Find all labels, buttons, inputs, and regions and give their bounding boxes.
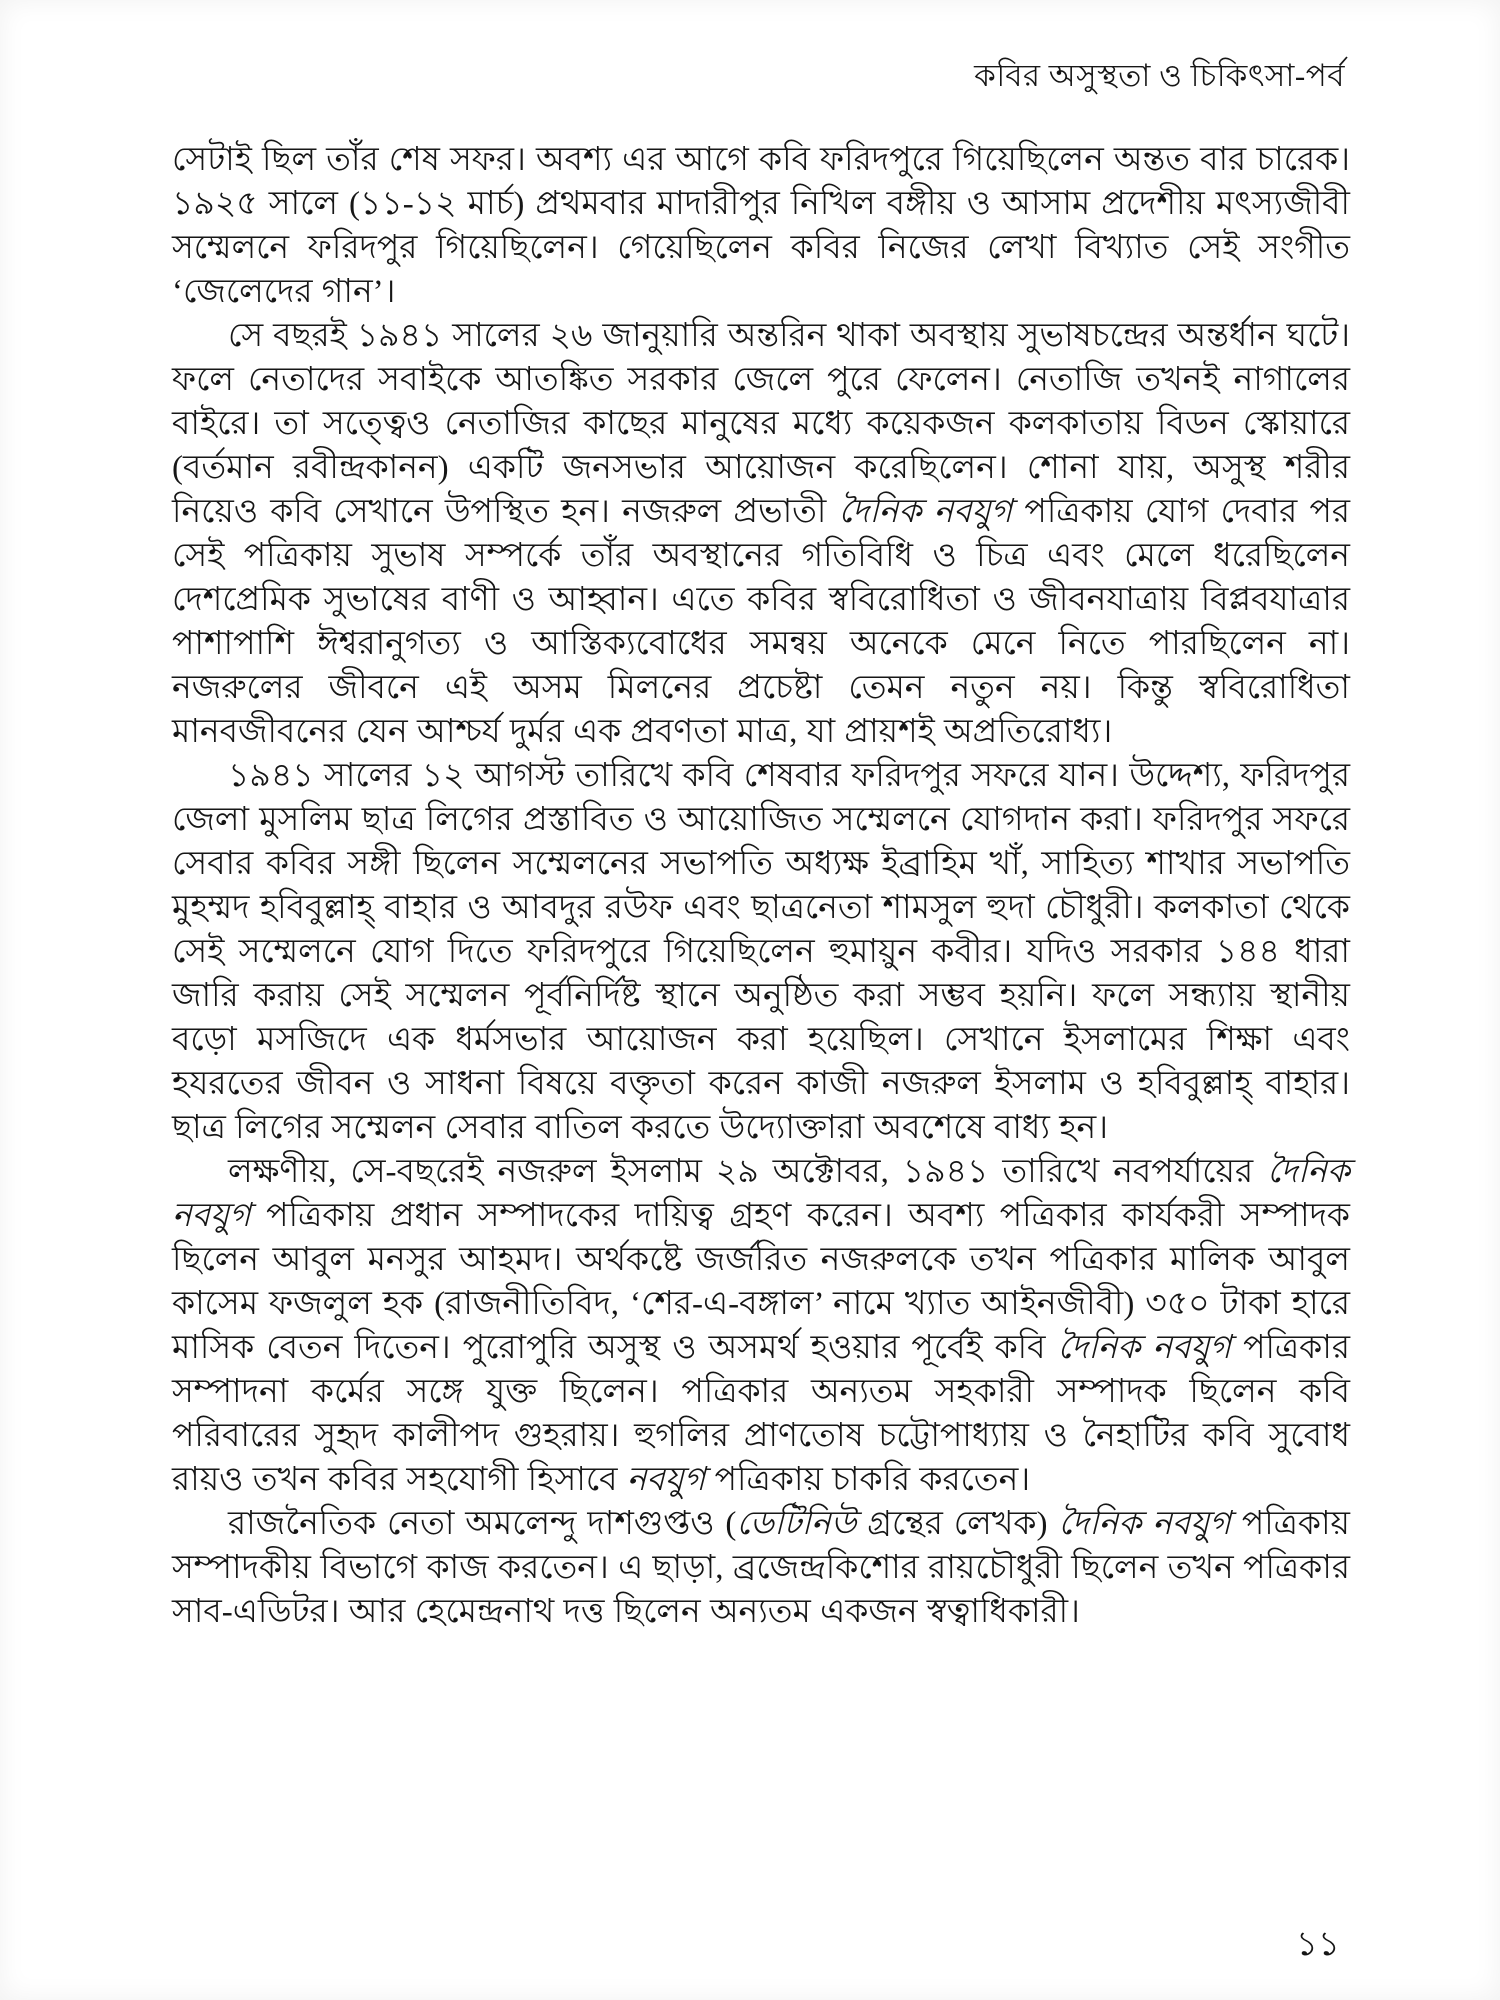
paragraph (172, 1502, 1350, 1634)
text-run: পত্রিকায় যোগ দেবার পর সেই পত্রিকায় সুভাষ সম্পর্কে তাঁর অবস্থানের গতিবিধি ও চিত্র এবং মেলে ধরেছিলেন দেশপ্রেমিক সুভাষের বাণী ও আহ্বান। এতে কবির স্ববিরোধিতা ও জীবনযাত্রায় বিপ্লবযাত্রার পাশাপাশি ঈশ্বরানুগত্য ও আস্তিক্যবোধের সমন্বয় অনেকে মেনে নিতে পারছিলেন না। নজরুলের জীবনে এই অসম মিলনের প্রচেষ্টা তেমন নতুন নয়। কিন্তু স্ববিরোধিতা মানবজীবনের যেন আশ্চর্য দুর্মর এক প্রবণতা মাত্র, যা প্রায়শই অপ্রতিরোধ্য। (172, 494, 1350, 750)
running-header: কবির অসুস্থতা ও চিকিৎসা-পর্ব (974, 58, 1345, 93)
text-run: ১৯৪১ সালের ১২ আগস্ট তারিখে কবি শেষবার ফরিদপুর সফরে যান। উদ্দেশ্য, ফরিদপুর জেলা মুসলিম ছাত্র লিগের প্রস্তাবিত ও আয়োজিত সম্মেলনে যোগদান করা। ফরিদপুর সফরে সেবার কবির সঙ্গী ছিলেন সম্মেলনের সভাপতি অধ্যক্ষ ইব্রাহিম খাঁ, সাহিত্য শাখার সভাপতি মুহম্মদ হবিবুল্লাহ্ বাহার ও আবদুর রউফ এবং ছাত্রনেতা শামসুল হুদা চৌধুরী। কলকাতা থেকে সেই সম্মেলনে যোগ দিতে ফরিদপুরে গিয়েছিলেন হুমায়ুন কবীর। যদিও সরকার ১৪৪ ধারা জারি করায় সেই সম্মেলন পূর্বনির্দিষ্ট স্থানে অনুষ্ঠিত করা সম্ভব হয়নি। ফলে সন্ধ্যায় স্থানীয় বড়ো মসজিদে এক ধর্মসভার আয়োজন করা হয়েছিল। সেখানে ইসলামের শিক্ষা এবং হযরতের জীবন ও সাধনা বিষয়ে বক্তৃতা করেন কাজী নজরুল ইসলাম ও হবিবুল্লাহ্ বাহার। ছাত্র লিগের সম্মেলন সেবার বাতিল করতে উদ্যোক্তারা অবশেষে বাধ্য হন। (172, 758, 1350, 1146)
italic-text-run: দৈনিক নবযুগ (1058, 1506, 1231, 1542)
paragraph (172, 314, 1350, 754)
text-run: রাজনৈতিক নেতা অমলেন্দু দাশগুপ্তও ( (228, 1506, 737, 1542)
text-run: পত্রিকায় চাকরি করতেন। (705, 1462, 1031, 1498)
text-run: লক্ষণীয়, সে-বছরেই নজরুল ইসলাম ২৯ অক্টোবর, ১৯৪১ তারিখে নবপর্যায়ের (228, 1154, 1268, 1190)
italic-text-run: দৈনিক নবযুগ (838, 494, 1013, 530)
italic-text-run: দৈনিক নবযুগ (172, 1154, 1350, 1234)
paragraph (172, 138, 1350, 314)
text-run: সেটাই ছিল তাঁর শেষ সফর। অবশ্য এর আগে কবি ফরিদপুরে গিয়েছিলেন অন্তত বার চারেক। ১৯২৫ সালে (১১-১২ মার্চ) প্রথমবার মাদারীপুর নিখিল বঙ্গীয় ও আসাম প্রদেশীয় মৎস্যজীবী সম্মেলনে ফরিদপুর গিয়েছিলেন। গেয়েছিলেন কবির নিজের লেখা বিখ্যাত সেই সংগীত ‘জেলেদের গান’। (172, 142, 1350, 310)
paragraph (172, 1150, 1350, 1502)
text-run: পত্রিকার সম্পাদনা কর্মের সঙ্গে যুক্ত ছিলেন। পত্রিকার অন্যতম সহকারী সম্পাদক ছিলেন কবি পরিবারের সুহৃদ কালীপদ গুহরায়। হুগলির প্রাণতোষ চট্টোপাধ্যায় ও নৈহাটির কবি সুবোধ রায়ও তখন কবির সহযোগী হিসাবে (172, 1330, 1350, 1498)
body-text (172, 138, 1350, 1634)
italic-text-run: দৈনিক নবযুগ (1057, 1330, 1232, 1366)
page-number: ১১ (1295, 1926, 1340, 1963)
text-run: সে বছরই ১৯৪১ সালের ২৬ জানুয়ারি অন্তরিন থাকা অবস্থায় সুভাষচন্দ্রের অন্তর্ধান ঘটে। ফলে নেতাদের সবাইকে আতঙ্কিত সরকার জেলে পুরে ফেলেন। নেতাজি তখনই নাগালের বাইরে। তা সত্ত্বেও নেতাজির কাছের মানুষের মধ্যে কয়েকজন কলকাতায় বিডন স্কোয়ারে (বর্তমান রবীন্দ্রকানন) একটি জনসভার আয়োজন করেছিলেন। শোনা যায়, অসুস্থ শরীর নিয়েও কবি সেখানে উপস্থিত হন। নজরুল প্রভাতী (172, 318, 1350, 530)
text-run: গ্রন্থের লেখক) (856, 1506, 1059, 1542)
text-run: পত্রিকায় সম্পাদকীয় বিভাগে কাজ করতেন। এ ছাড়া, ব্রজেন্দ্রকিশোর রায়চৌধুরী ছিলেন তখন পত্রিকার সাব-এডিটর। আর হেমেন্দ্রনাথ দত্ত ছিলেন অন্যতম একজন স্বত্বাধিকারী। (172, 1506, 1350, 1630)
paragraph (172, 754, 1350, 1150)
text-run: পত্রিকায় প্রধান সম্পাদকের দায়িত্ব গ্রহণ করেন। অবশ্য পত্রিকার কার্যকরী সম্পাদক ছিলেন আবুল মনসুর আহমদ। অর্থকষ্টে জর্জরিত নজরুলকে তখন পত্রিকার মালিক আবুল কাসেম ফজলুল হক (রাজনীতিবিদ, ‘শের-এ-বঙ্গাল’ নামে খ্যাত আইনজীবী) ৩৫০ টাকা হারে মাসিক বেতন দিতেন। পুরোপুরি অসুস্থ ও অসমর্থ হওয়ার পূর্বেই কবি (172, 1198, 1350, 1366)
italic-text-run: ডেটিনিউ (736, 1506, 857, 1542)
italic-text-run: নবযুগ (626, 1462, 706, 1498)
